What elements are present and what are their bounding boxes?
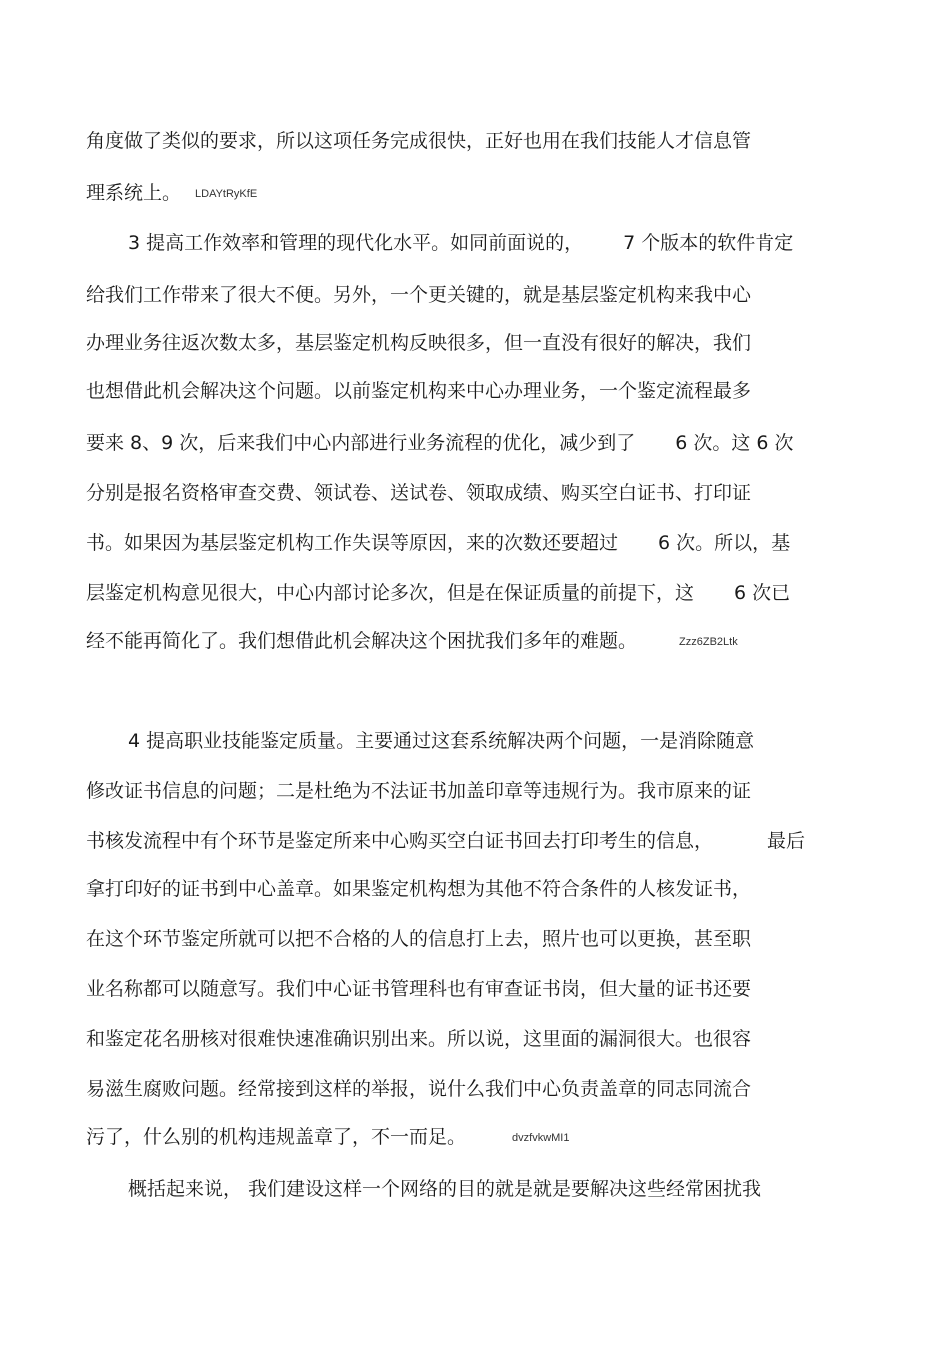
text-line: 层鉴定机构意见很大，中心内部讨论多次，但是在保证质量的前提下，这 6 次已 [86,582,791,604]
text-line: 书。如果因为基层鉴定机构工作失误等原因，来的次数还要超过 6 次。所以，基 [86,532,791,554]
text-line: 办理业务往返次数太多，基层鉴定机构反映很多，但一直没有很好的解决，我们 [86,332,752,354]
text-line: 给我们工作带来了很大不便。另外，一个更关键的，就是基层鉴定机构来我中心 [86,284,752,306]
text-line: 分别是报名资格审查交费、领试卷、送试卷、领取成绩、购买空白证书、打印证 [86,482,752,504]
paragraph-3-start: 3 提高工作效率和管理的现代化水平。如同前面说的， 7 个版本的软件肯定 [128,232,794,254]
watermark-code: LDAYtRyKfE [195,187,258,200]
watermark-code: dvzfvkwMI1 [512,1131,570,1144]
text-line: 拿打印好的证书到中心盖章。如果鉴定机构想为其他不符合条件的人核发证书， [86,878,752,900]
text-line: 污了，什么别的机构违规盖章了，不一而足。 dvzfvkwMI1 [86,1126,570,1148]
text-line: 经不能再简化了。我们想借此机会解决这个困扰我们多年的难题。 Zzz6ZB2Ltk [86,630,738,652]
text-line: 要来 8、9 次，后来我们中心内部进行业务流程的优化，减少到了 6 次。这 6 次 [86,432,794,454]
text-line: 修改证书信息的问题；二是杜绝为不法证书加盖印章等违规行为。我市原来的证 [86,780,752,802]
text-line: 易滋生腐败问题。经常接到这样的举报，说什么我们中心负责盖章的同志同流合 [86,1078,752,1100]
text-line: 理系统上。 LDAYtRyKfE [86,182,258,204]
text-line: 也想借此机会解决这个问题。以前鉴定机构来中心办理业务，一个鉴定流程最多 [86,380,752,402]
paragraph-summary-start: 概括起来说， 我们建设这样一个网络的目的就是就是要解决这些经常困扰我 [128,1178,762,1200]
text-line: 和鉴定花名册核对很难快速准确识别出来。所以说，这里面的漏洞很大。也很容 [86,1028,752,1050]
text-line: 书核发流程中有个环节是鉴定所来中心购买空白证书回去打印考生的信息， 最后 [86,830,806,852]
paragraph-4-start: 4 提高职业技能鉴定质量。主要通过这套系统解决两个问题，一是消除随意 [128,730,755,752]
text-line: 业名称都可以随意写。我们中心证书管理科也有审查证书岗，但大量的证书还要 [86,978,752,1000]
text-line: 在这个环节鉴定所就可以把不合格的人的信息打上去，照片也可以更换，甚至职 [86,928,752,950]
text-line: 角度做了类似的要求，所以这项任务完成很快，正好也用在我们技能人才信息管 [86,130,752,152]
watermark-code: Zzz6ZB2Ltk [679,635,738,648]
